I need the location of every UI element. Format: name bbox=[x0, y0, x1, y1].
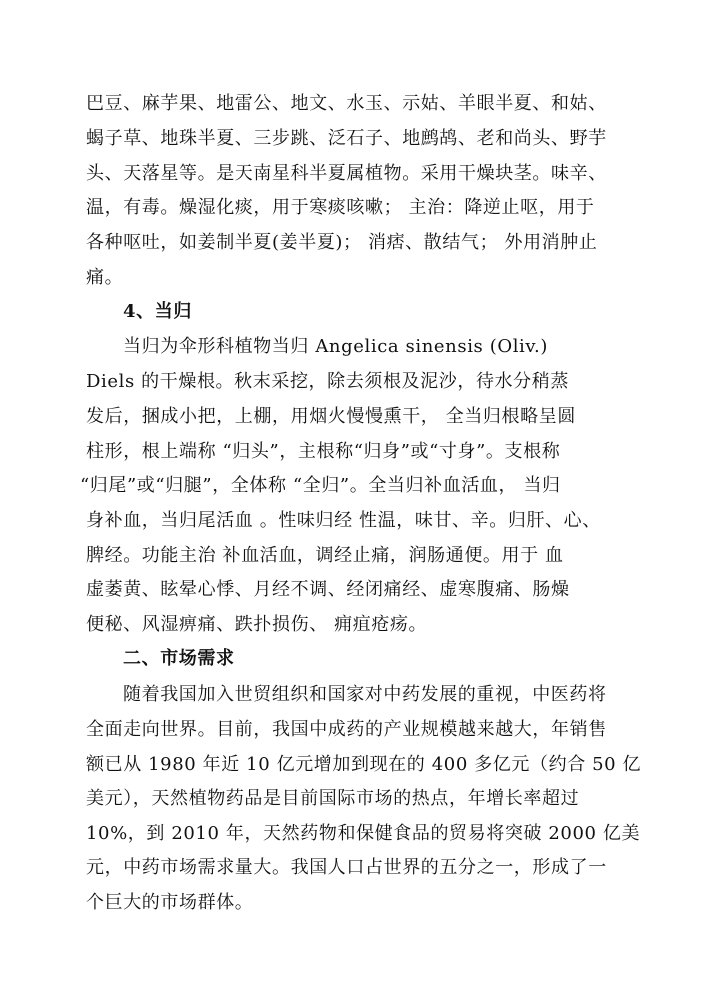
intro-line-4: 温，有毒。燥湿化痰，用于寒痰咳嗽； 主治：降逆止呕，用于 bbox=[86, 197, 595, 218]
danggui-line-9: 便秘、风湿痹痛、跌扑损伤、 痈疽疮疡。 bbox=[86, 614, 428, 635]
market-line-5: 10%，到 2010 年，天然药物和保健食品的贸易将突破 2000 亿美 bbox=[86, 823, 641, 844]
market-line-7: 个巨大的市场群体。 bbox=[86, 892, 254, 913]
danggui-line-7: 脾经。功能主治 补血活血，调经止痛，润肠通便。用于 血 bbox=[86, 545, 564, 566]
intro-line-2: 蝎子草、地珠半夏、三步跳、泛石子、地鹧鸪、老和尚头、野芋 bbox=[86, 128, 607, 149]
danggui-line-3: 发后，捆成小把，上棚，用烟火慢慢熏干， 全当归根略呈圆 bbox=[86, 406, 576, 427]
market-line-2: 全面走向世界。目前，我国中成药的产业规模越来越大，年销售 bbox=[86, 719, 607, 740]
danggui-heading: 4、当归 bbox=[123, 301, 192, 322]
market-line-6: 元，中药市场需求量大。我国人口占世界的五分之一，形成了一 bbox=[86, 857, 607, 878]
market-line-4: 美元），天然植物药品是目前国际市场的热点，年增长率超过 bbox=[86, 788, 580, 809]
market-heading: 二、市场需求 bbox=[123, 648, 235, 669]
danggui-line-8: 虚萎黄、眩晕心悸、月经不调、经闭痛经、虚寒腹痛、肠燥 bbox=[86, 579, 570, 600]
market-line-3: 额已从 1980 年近 10 亿元增加到现在的 400 多亿元（约合 50 亿 bbox=[86, 754, 642, 775]
danggui-line-5: “归尾”或“归腿”，全体称 “全归”。全当归补血活血， 当归 bbox=[80, 475, 561, 496]
intro-line-5: 各种呕吐，如姜制半夏(姜半夏)； 消痞、散结气； 外用消肿止 bbox=[86, 232, 598, 253]
intro-line-3: 头、天落星等。是天南星科半夏属植物。采用干燥块茎。味辛、 bbox=[86, 163, 607, 184]
intro-line-1: 巴豆、麻芋果、地雷公、地文、水玉、示姑、羊眼半夏、和姑、 bbox=[86, 93, 607, 114]
danggui-line-6: 身补血，当归尾活血 。性味归经 性温，味甘、辛。归肝、心、 bbox=[86, 510, 601, 531]
intro-line-6: 痛。 bbox=[86, 267, 124, 288]
danggui-line-4: 柱形，根上端称 “归头”，主根称“归身”或“寸身”。支根称 bbox=[86, 441, 561, 462]
danggui-line-1: 当归为伞形科植物当归 Angelica sinensis (Oliv.) bbox=[123, 336, 548, 357]
danggui-line-2: Diels 的干燥根。秋末采挖，除去须根及泥沙，待水分稍蒸 bbox=[86, 371, 569, 392]
market-line-1: 随着我国加入世贸组织和国家对中药发展的重视，中医药将 bbox=[123, 684, 607, 705]
